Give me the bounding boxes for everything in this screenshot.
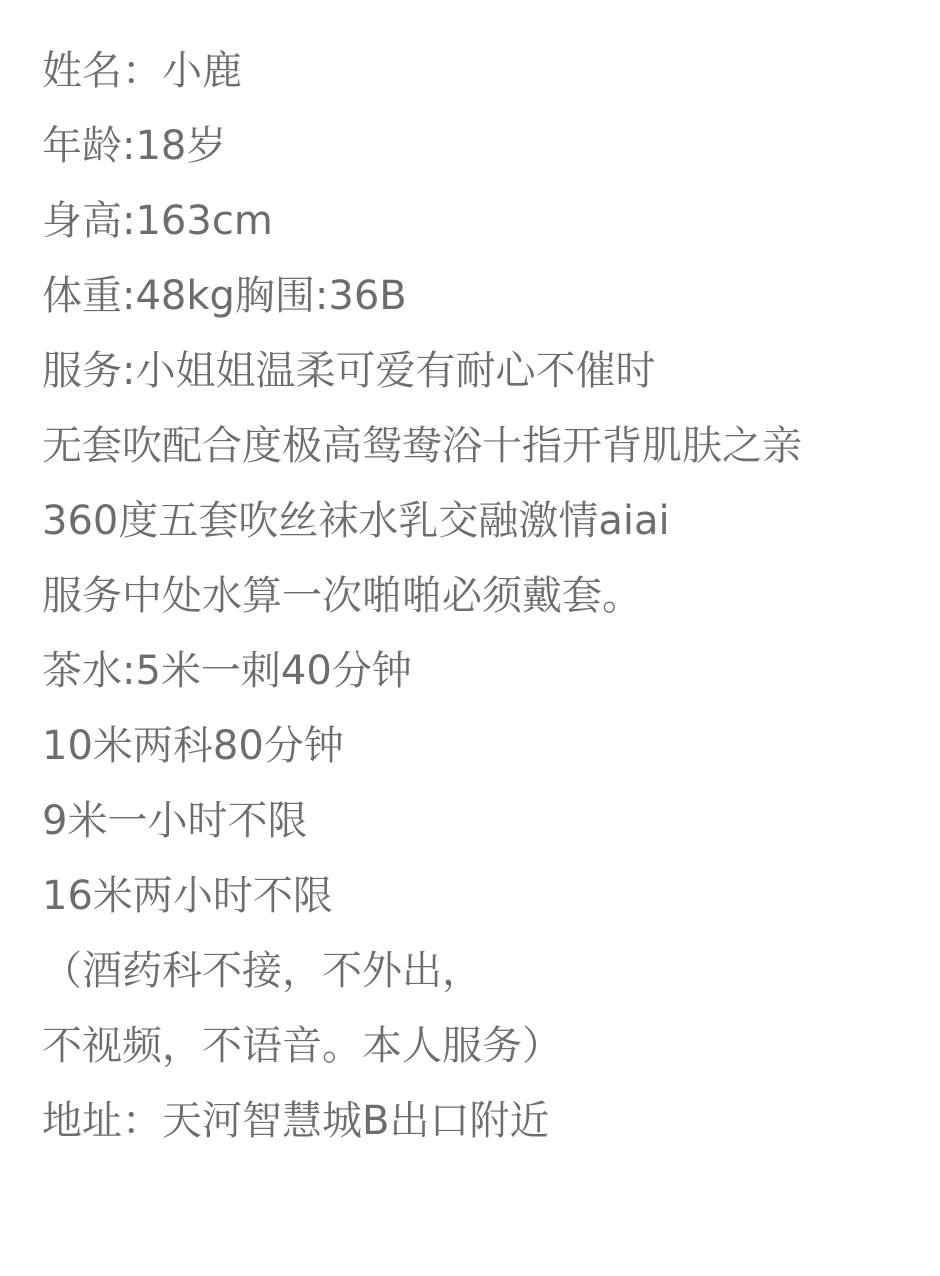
text-line-note-2: 不视频，不语音。本人服务） bbox=[42, 1023, 562, 1069]
text-line-weight-bust: 体重:48kg胸围:36B bbox=[42, 273, 407, 319]
text-line-service-4: 服务中处水算一次啪啪必须戴套。 bbox=[42, 573, 642, 619]
text-line-note-1: （酒药科不接，不外出， bbox=[42, 948, 482, 994]
text-line-price-2: 10米两科80分钟 bbox=[42, 723, 344, 769]
text-line-height: 身高:163cm bbox=[42, 198, 273, 244]
text-line-service-3: 360度五套吹丝袜水乳交融激情aiai bbox=[42, 498, 670, 544]
text-line-price-1: 茶水:5米一刺40分钟 bbox=[42, 648, 412, 694]
text-line-service-2: 无套吹配合度极高鸳鸯浴十指开背肌肤之亲 bbox=[42, 423, 802, 469]
text-line-price-4: 16米两小时不限 bbox=[42, 873, 333, 919]
text-line-age: 年龄:18岁 bbox=[42, 123, 227, 169]
text-line-name: 姓名：小鹿 bbox=[42, 48, 242, 94]
text-line-service-1: 服务:小姐姐温柔可爱有耐心不催时 bbox=[42, 348, 656, 394]
text-line-address: 地址：天河智慧城B出口附近 bbox=[42, 1098, 550, 1144]
text-line-price-3: 9米一小时不限 bbox=[42, 798, 308, 844]
